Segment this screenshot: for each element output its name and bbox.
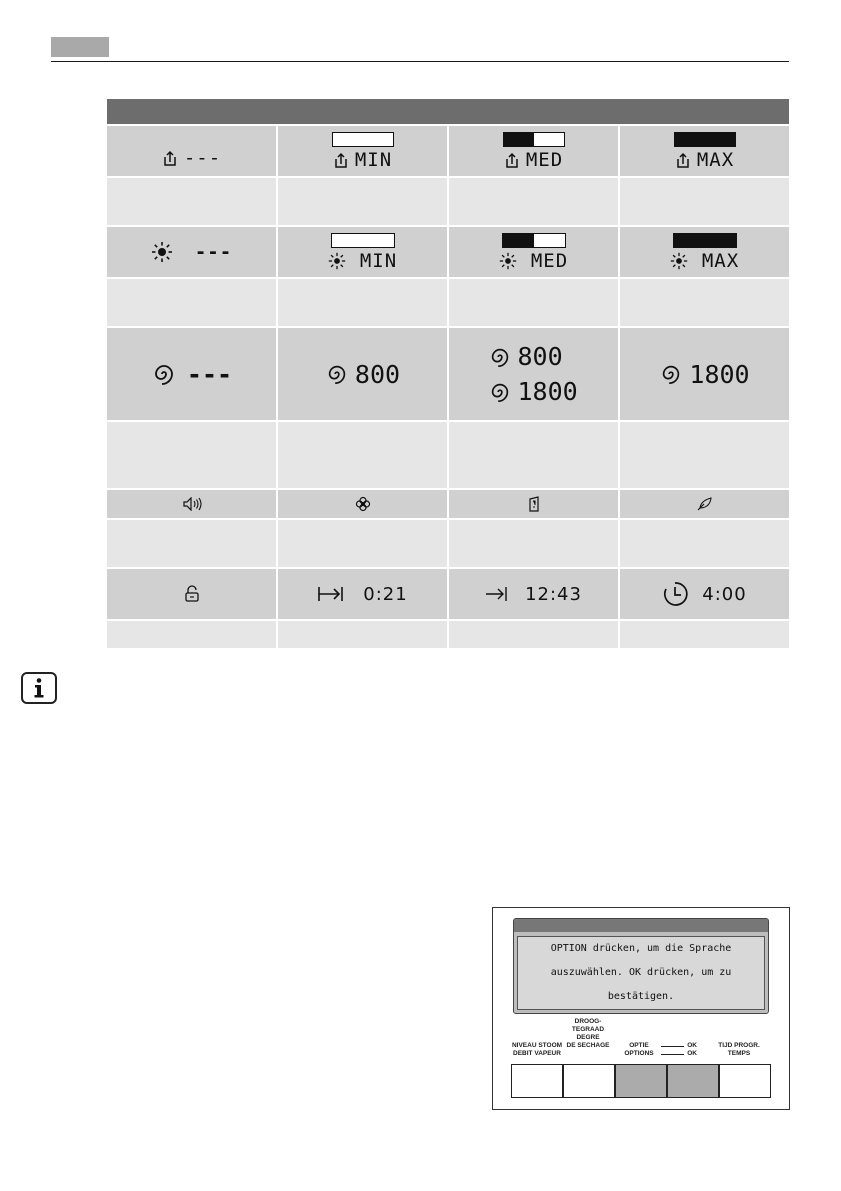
spin-800-cell bbox=[278, 328, 447, 420]
button-label: TIJD PROGR. bbox=[718, 1042, 760, 1049]
button-label: TEGRAAD bbox=[571, 1026, 605, 1033]
spin-icon bbox=[325, 362, 349, 386]
spin-800-label: 800 bbox=[517, 342, 563, 371]
ok-button[interactable] bbox=[667, 1064, 719, 1098]
dryness-off-cell bbox=[107, 227, 276, 277]
steam-med-label: MED bbox=[525, 148, 564, 171]
button-label: DROOG- bbox=[574, 1018, 602, 1025]
dryness-off-label: --- bbox=[194, 241, 233, 263]
duration-icon bbox=[317, 585, 345, 603]
spin-1800-label: 1800 bbox=[689, 359, 750, 389]
spin-1800-label: 1800 bbox=[517, 377, 578, 406]
ok-label: OK bbox=[687, 1050, 697, 1057]
steam-icon bbox=[504, 151, 520, 169]
table-row-time bbox=[107, 569, 789, 619]
table-row-description bbox=[107, 621, 789, 648]
screen-line: OPTION drücken, um die Sprache bbox=[550, 943, 732, 954]
page-header-tab bbox=[51, 37, 109, 57]
table-row-description bbox=[107, 178, 789, 225]
spin-off-cell bbox=[107, 328, 276, 420]
button-label: DEGRE bbox=[576, 1034, 600, 1041]
table-row-icons bbox=[107, 490, 789, 518]
dryness-max-label: MAX bbox=[701, 249, 740, 272]
panel-buttons bbox=[511, 1064, 771, 1098]
end-time-value: 12:43 bbox=[525, 583, 582, 605]
sun-icon bbox=[328, 252, 346, 270]
steam-max-label: MAX bbox=[696, 148, 735, 171]
spin-icon bbox=[151, 361, 177, 387]
dryness-max-cell bbox=[620, 227, 789, 277]
header-rule bbox=[51, 61, 789, 62]
info-icon bbox=[21, 672, 57, 704]
sun-icon bbox=[670, 252, 688, 270]
steam-min-label: MIN bbox=[354, 148, 393, 171]
spin-1800-cell bbox=[620, 328, 789, 420]
display-frame bbox=[513, 918, 769, 1014]
steam-icon bbox=[675, 151, 691, 169]
delay-start-value: 4:00 bbox=[702, 583, 747, 605]
display-symbols-table bbox=[107, 99, 789, 650]
duration-value: 0:21 bbox=[363, 583, 408, 605]
control-panel-illustration bbox=[492, 907, 790, 1110]
button-label: TEMPS bbox=[727, 1050, 751, 1057]
door-tag-icon bbox=[528, 496, 540, 512]
level-bar-max bbox=[673, 233, 737, 248]
steam-icon bbox=[162, 149, 178, 167]
spin-icon bbox=[488, 380, 512, 404]
dryness-med-label: MED bbox=[530, 249, 569, 272]
table-row-steam bbox=[107, 126, 789, 176]
spin-icon bbox=[488, 345, 512, 369]
screen-line: auszuwählen. OK drücken, um zu bbox=[550, 967, 732, 978]
steam-min-cell bbox=[278, 126, 447, 176]
sun-icon bbox=[151, 241, 173, 263]
spin-icon bbox=[659, 362, 683, 386]
steam-off-label: --- bbox=[183, 147, 222, 169]
button-label: OPTIONS bbox=[624, 1050, 654, 1057]
level-bar-max bbox=[674, 132, 736, 147]
dryness-button[interactable] bbox=[563, 1064, 615, 1098]
steam-off-cell bbox=[107, 126, 276, 176]
table-header-bar bbox=[107, 99, 789, 124]
table-row-dryness bbox=[107, 227, 789, 277]
speaker-icon bbox=[182, 497, 202, 511]
spin-both-cell bbox=[449, 328, 618, 420]
table-row-description bbox=[107, 279, 789, 326]
screen-line: bestätigen. bbox=[607, 991, 675, 1002]
level-bar-med bbox=[502, 233, 566, 248]
level-bar-med bbox=[503, 132, 565, 147]
dryness-med-cell bbox=[449, 227, 618, 277]
steam-icon bbox=[333, 151, 349, 169]
table-row-description bbox=[107, 520, 789, 567]
time-button[interactable] bbox=[719, 1064, 771, 1098]
flower-icon bbox=[355, 496, 371, 512]
feather-icon bbox=[697, 497, 713, 511]
spin-off-label: --- bbox=[186, 359, 233, 389]
level-bar-min bbox=[332, 132, 394, 147]
level-bar-min bbox=[331, 233, 395, 248]
button-label: NIVEAU STOOM bbox=[511, 1042, 563, 1049]
button-labels bbox=[511, 1018, 767, 1060]
ok-label: OK bbox=[687, 1042, 697, 1049]
end-time-icon bbox=[485, 586, 509, 602]
button-label: OPTIE bbox=[629, 1042, 649, 1049]
option-button[interactable] bbox=[615, 1064, 667, 1098]
dryness-min-cell bbox=[278, 227, 447, 277]
button-label: DE SECHAGE bbox=[566, 1042, 610, 1049]
steam-level-button[interactable] bbox=[511, 1064, 563, 1098]
steam-med-cell bbox=[449, 126, 618, 176]
table-row-description bbox=[107, 422, 789, 488]
lock-open-icon bbox=[184, 585, 200, 603]
spin-800-label: 800 bbox=[354, 359, 401, 389]
table-row-spin bbox=[107, 328, 789, 420]
sun-icon bbox=[499, 252, 517, 270]
button-label: DEBIT VAPEUR bbox=[513, 1050, 561, 1057]
display-screen bbox=[517, 936, 765, 1010]
clock-icon bbox=[662, 581, 688, 607]
dryness-min-label: MIN bbox=[359, 249, 398, 272]
steam-max-cell bbox=[620, 126, 789, 176]
